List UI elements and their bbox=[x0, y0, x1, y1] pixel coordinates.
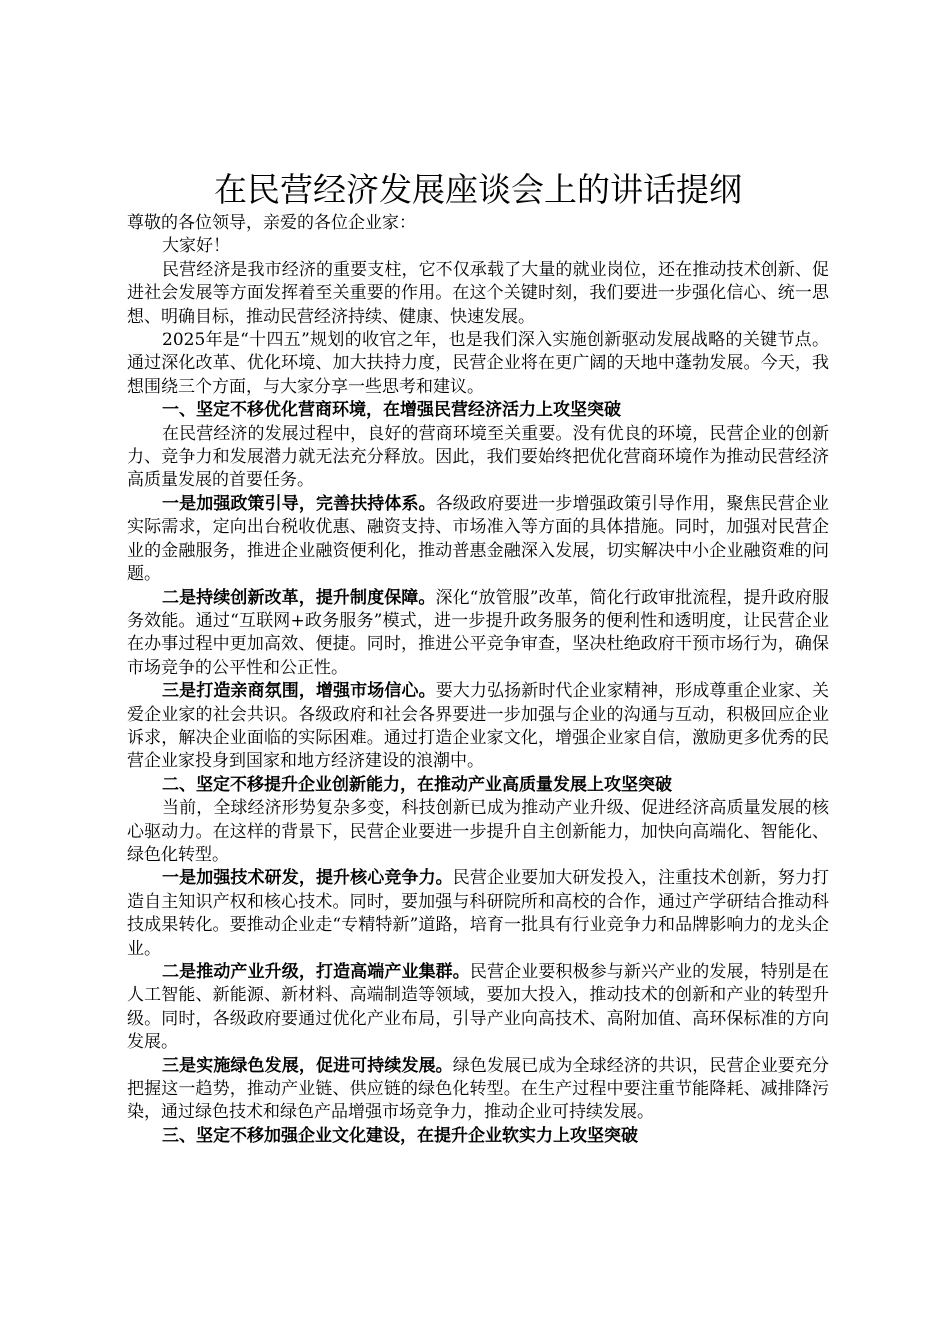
section-2-point-3 bbox=[127, 1055, 829, 1125]
point-text: 绿色发展已成为全球经济的共识，民营企业要充分把握这一趋势，推动产业链、供应链的绿色化转型。在生产过程中要注重节能降耗、减排降污染，通过绿色技术和绿色产品增强市场竞争力，推动企业可持续发展。 bbox=[127, 1055, 830, 1123]
point-lead: 三是打造亲商氛围，增强市场信心。 bbox=[162, 681, 436, 702]
section-2-point-2 bbox=[127, 961, 829, 1055]
point-lead: 一是加强技术研发，提升核心竞争力。 bbox=[162, 868, 453, 889]
point-lead: 二是推动产业升级，打造高端产业集群。 bbox=[162, 962, 470, 982]
greeting: 大家好！ bbox=[162, 236, 230, 257]
section-1-point-1 bbox=[127, 493, 829, 587]
point-text: 民营企业要积极参与新兴产业的发展，特别是在人工智能、新能源、新材料、高端制造等领域，要加大投入，推动技术的创新和产业的转型升级。同时，各级政府要通过优化产业布局，引导产业向高技术、高附加值、高环保标准的方向发展。 bbox=[127, 962, 830, 1053]
salutation: 尊敬的各位领导，亲爱的各位企业家： bbox=[127, 213, 416, 233]
document-page bbox=[127, 168, 829, 1148]
section-1-point-2 bbox=[127, 587, 829, 681]
section-1-heading: 一、坚定不移优化营商环境，在增强民营经济活力上攻坚突破 bbox=[162, 400, 621, 421]
section-2-point-1 bbox=[127, 867, 829, 961]
intro-paragraph-1: 民营经济是我市经济的重要支柱，它不仅承载了大量的就业岗位，还在推动技术创新、促进社会发展等方面发挥着至关重要的作用。在这个关键时刻，我们要进一步强化信心、统一思想、明确目标，推动民营经济持续、健康、快速发展。 bbox=[127, 259, 829, 327]
section-2-intro: 当前，全球经济形势复杂多变，科技创新已成为推动产业升级、促进经济高质量发展的核心驱动力。在这样的背景下，民营企业要进一步提升自主创新能力，加快向高端化、智能化、绿色化转型。 bbox=[127, 798, 829, 865]
intro-paragraph-2: 2025年是“十四五”规划的收官之年，也是我们深入实施创新驱动发展战略的关键节点。通过深化改革、优化环境、加大扶持力度，民营企业将在更广阔的天地中蓬勃发展。今天，我想围绕三个方面，与大家分享一些思考和建议。 bbox=[127, 330, 829, 397]
section-3-heading: 三、坚定不移加强企业文化建设，在提升企业软实力上攻坚突破 bbox=[162, 1125, 638, 1146]
section-2-heading: 二、坚定不移提升企业创新能力，在推动产业高质量发展上攻坚突破 bbox=[162, 774, 672, 795]
point-text: 要大力弘扬新时代企业家精神，形成尊重企业家、关爱企业家的社会共识。各级政府和社会各界要进一步加强与企业的沟通与互动，积极回应企业诉求，解决企业面临的实际困难。通过打造企业家文化，增强企业家自信，激励更多优秀的民营企业家投身到国家和地方经济建设的浪潮中。 bbox=[127, 681, 830, 772]
point-text: 民营企业要加大研发投入，注重技术创新，努力打造自主知识产权和核心技术。同时，要加强与科研院所和高校的合作，通过产学研结合推动科技成果转化。要推动企业走“专精特新”道路，培育一批具有行业竞争力和品牌影响力的龙头企业。 bbox=[127, 868, 830, 959]
section-1-point-3 bbox=[127, 680, 829, 774]
section-1-intro: 在民营经济的发展过程中，良好的营商环境至关重要。没有优良的环境，民营企业的创新力、竞争力和发展潜力就无法充分释放。因此，我们要始终把优化营商环境作为推动民营经济高质量发展的首要任务。 bbox=[127, 423, 829, 491]
point-lead: 三是实施绿色发展，促进可持续发展。 bbox=[162, 1055, 453, 1076]
point-lead: 二是持续创新改革，提升制度保障。 bbox=[162, 587, 436, 608]
point-text: 各级政府要进一步增强政策引导作用，聚焦民营企业实际需求，定向出台税收优惠、融资支持、市场准入等方面的具体措施。同时，加强对民营企业的金融服务，推进企业融资便利化，推动普惠金融深入发展，切实解决中小企业融资难的问题。 bbox=[127, 493, 830, 585]
point-lead: 一是加强政策引导，完善扶持体系。 bbox=[162, 493, 436, 514]
document-title: 在民营经济发展座谈会上的讲话提纲 bbox=[214, 170, 742, 209]
point-text: 深化“放管服”改革，简化行政审批流程，提升政府服务效能。通过“互联网+政务服务”模式，进一步提升政务服务的便利性和透明度，让民营企业在办事过程中更加高效、便捷。同时，推进公平竞争审查，坚决杜绝政府干预市场行为，确保市场竞争的公平性和公正性。 bbox=[127, 587, 829, 678]
